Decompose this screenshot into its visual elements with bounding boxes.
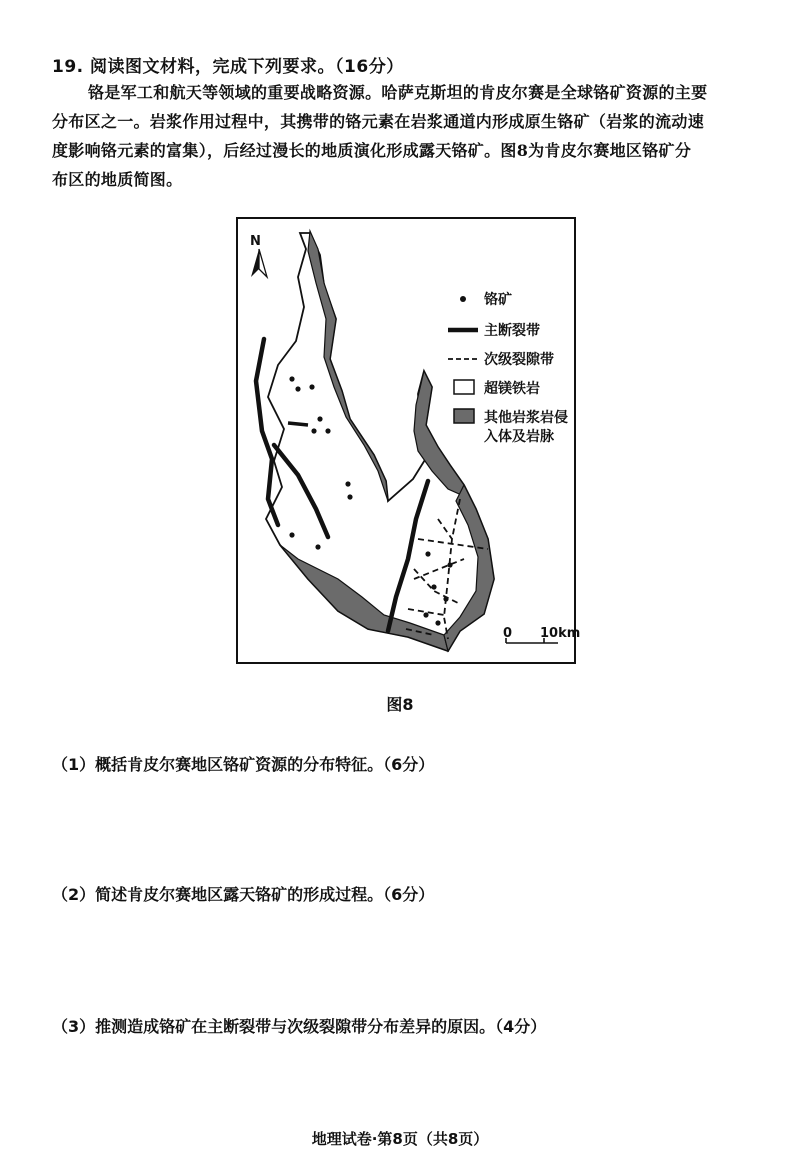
deposit-dot xyxy=(289,376,294,381)
legend-label-intrusion-2: 入体及岩脉 xyxy=(484,429,554,445)
material-line-3: 度影响铬元素的富集），后经过漫长的地质演化形成露天铬矿。图8为肯皮尔赛地区铬矿分 xyxy=(52,141,692,160)
legend-label-secondary: 次级裂隙带 xyxy=(484,352,554,368)
sub-question-2: （2）简述肯皮尔赛地区露天铬矿的形成过程。（6分） xyxy=(52,885,435,904)
legend-label-intrusion-1: 其他岩浆岩侵 xyxy=(484,410,568,426)
geologic-map xyxy=(236,217,581,664)
scale-zero: 0 xyxy=(503,626,513,641)
material-line-2: 分布区之一。岩浆作用过程中，其携带的铬元素在岩浆通道内形成原生铬矿（岩浆的流动速 xyxy=(52,112,705,131)
question-title: 19. 阅读图文材料，完成下列要求。（16分） xyxy=(52,57,404,77)
sub-question-3: （3）推测造成铬矿在主断裂带与次级裂隙带分布差异的原因。（4分） xyxy=(52,1017,547,1036)
scale-bar xyxy=(503,626,580,643)
legend-dot-symbol xyxy=(460,296,466,302)
ultramafic-body xyxy=(266,233,494,651)
main-fault-short xyxy=(288,423,308,425)
scale-distance: 10km xyxy=(540,626,581,641)
deposit-dot xyxy=(347,494,352,499)
north-label: N xyxy=(250,234,261,249)
figure-caption: 图8 xyxy=(386,695,414,714)
material-line-4: 布区的地质简图。 xyxy=(52,170,183,189)
sub-question-1: （1）概括肯皮尔赛地区铬矿资源的分布特征。（6分） xyxy=(52,755,435,774)
legend-gray-box-symbol xyxy=(454,409,474,423)
deposit-dot xyxy=(425,551,430,556)
deposit-dot xyxy=(435,620,440,625)
deposit-dot xyxy=(325,428,330,433)
deposit-dot xyxy=(423,612,428,617)
deposit-dot xyxy=(295,386,300,391)
deposit-dot xyxy=(443,596,448,601)
deposit-dot xyxy=(431,584,436,589)
page-footer: 地理试卷·第8页（共8页） xyxy=(311,1130,489,1148)
legend-white-box-symbol xyxy=(454,380,474,394)
deposit-dot xyxy=(315,544,320,549)
deposit-dot xyxy=(345,481,350,486)
deposit-dot xyxy=(447,562,452,567)
material-line-1: 铬是军工和航天等领域的重要战略资源。哈萨克斯坦的肯皮尔赛是全球铬矿资源的主要 xyxy=(88,83,708,102)
material-paragraph xyxy=(52,78,772,194)
legend-label-chromite: 铬矿 xyxy=(484,292,512,308)
main-fault-west xyxy=(256,339,278,525)
map-drawing xyxy=(238,219,581,662)
deposit-dot xyxy=(289,532,294,537)
deposit-dot xyxy=(309,384,314,389)
legend-label-main-fault: 主断裂带 xyxy=(484,323,540,339)
legend-label-ultramafic: 超镁铁岩 xyxy=(484,381,540,397)
deposit-dot xyxy=(311,428,316,433)
deposit-dot xyxy=(317,416,322,421)
map-legend xyxy=(448,291,568,445)
north-arrow-icon xyxy=(250,234,267,277)
